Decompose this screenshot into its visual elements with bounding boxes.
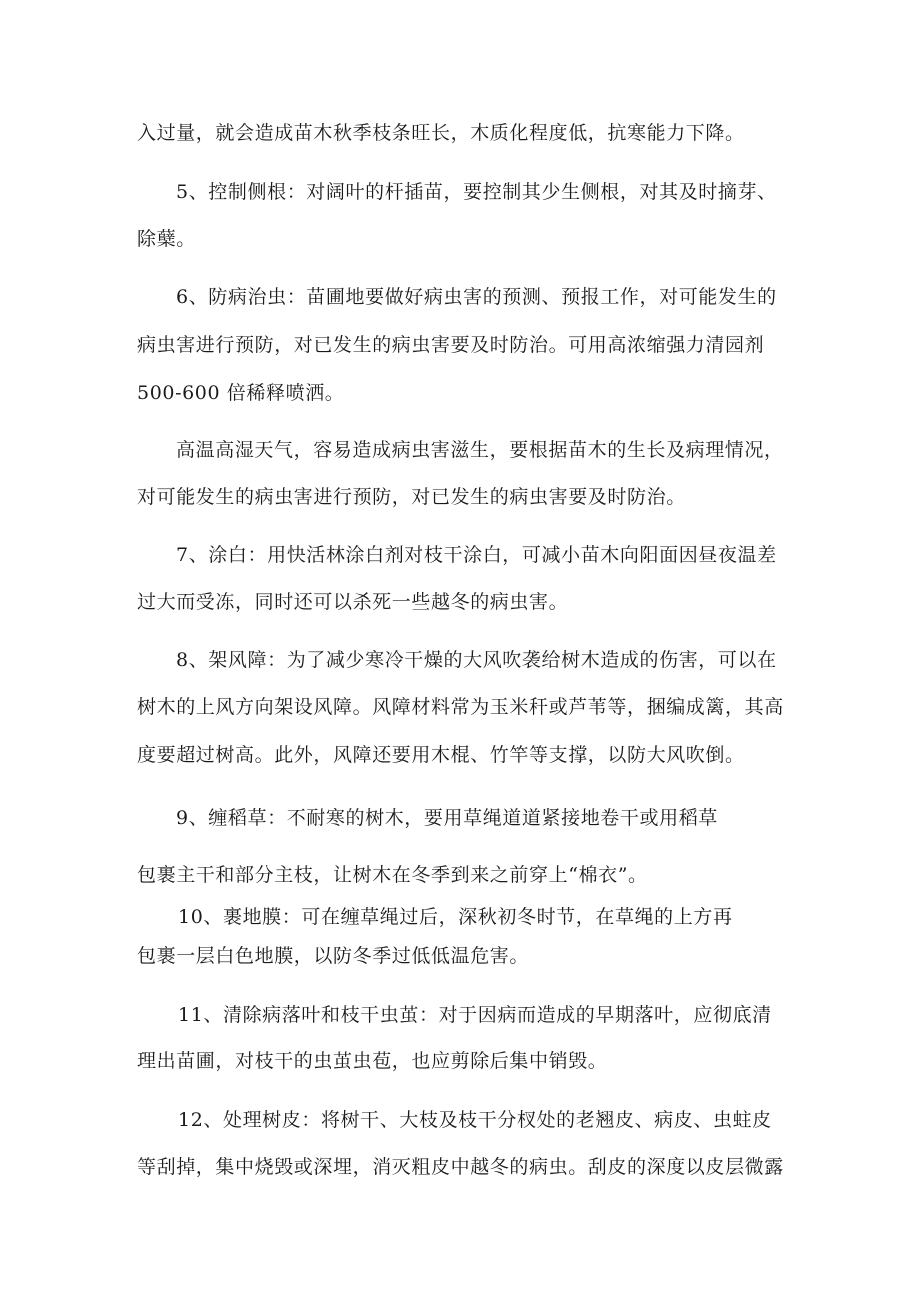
text-line: 等刮掉，集中烧毁或深埋，消灭粗皮中越冬的病虫。刮皮的深度以皮层微露	[137, 1156, 784, 1178]
text-line: 11、清除病落叶和枝干虫茧：对于因病而造成的早期落叶，应彻底清	[178, 1004, 772, 1026]
text-line: 度要超过树高。此外，风障还要用木棍、竹竿等支撑，以防大风吹倒。	[137, 744, 745, 766]
text-line: 12、处理树皮：将树干、大枝及枝干分杈处的老翘皮、病皮、虫蛀皮	[178, 1109, 772, 1131]
text-line: 7、涂白：用快活林涂白剂对枝干涂白，可减小苗木向阳面因昼夜温差	[176, 544, 777, 566]
text-line: 除蘖。	[137, 228, 196, 250]
text-line: 病虫害进行预防，对已发生的病虫害要及时防治。可用高浓缩强力清园剂	[137, 334, 765, 356]
text-line: 10、裹地膜：可在缠草绳过后，深秋初冬时节，在草绳的上方再	[178, 906, 733, 928]
text-line: 对可能发生的病虫害进行预防，对已发生的病虫害要及时防治。	[137, 486, 686, 508]
text-line: 理出苗圃，对枝干的虫茧虫苞，也应剪除后集中销毁。	[137, 1050, 608, 1072]
text-line: 高温高湿天气，容易造成病虫害滋生，要根据苗木的生长及病理情况，	[176, 439, 784, 461]
text-line: 过大而受冻，同时还可以杀死一些越冬的病虫害。	[137, 591, 569, 613]
text-line: 入过量，就会造成苗木秋季枝条旺长，木质化程度低，抗寒能力下降。	[137, 122, 745, 144]
text-line: 9、缠稻草：不耐寒的树木，要用草绳道道紧接地卷干或用稻草	[176, 807, 718, 829]
text-line: 6、防病治虫：苗圃地要做好病虫害的预测、预报工作，对可能发生的	[176, 286, 777, 308]
text-line: 包裹一层白色地膜，以防冬季过低低温危害。	[137, 945, 530, 967]
text-line: 5、控制侧根：对阔叶的杆插苗，要控制其少生侧根，对其及时摘芽、	[176, 181, 777, 203]
text-line: 包裹主干和部分主枝，让树木在冬季到来之前穿上“棉衣”。	[137, 864, 648, 886]
text-line: 树木的上风方向架设风障。风障材料常为玉米秆或芦苇等，捆编成篱，其高	[137, 696, 784, 718]
text-line: 500-600 倍稀释喷洒。	[137, 382, 345, 404]
text-line: 8、架风障：为了减少寒冷干燥的大风吹袭给树木造成的伤害，可以在	[176, 649, 777, 671]
